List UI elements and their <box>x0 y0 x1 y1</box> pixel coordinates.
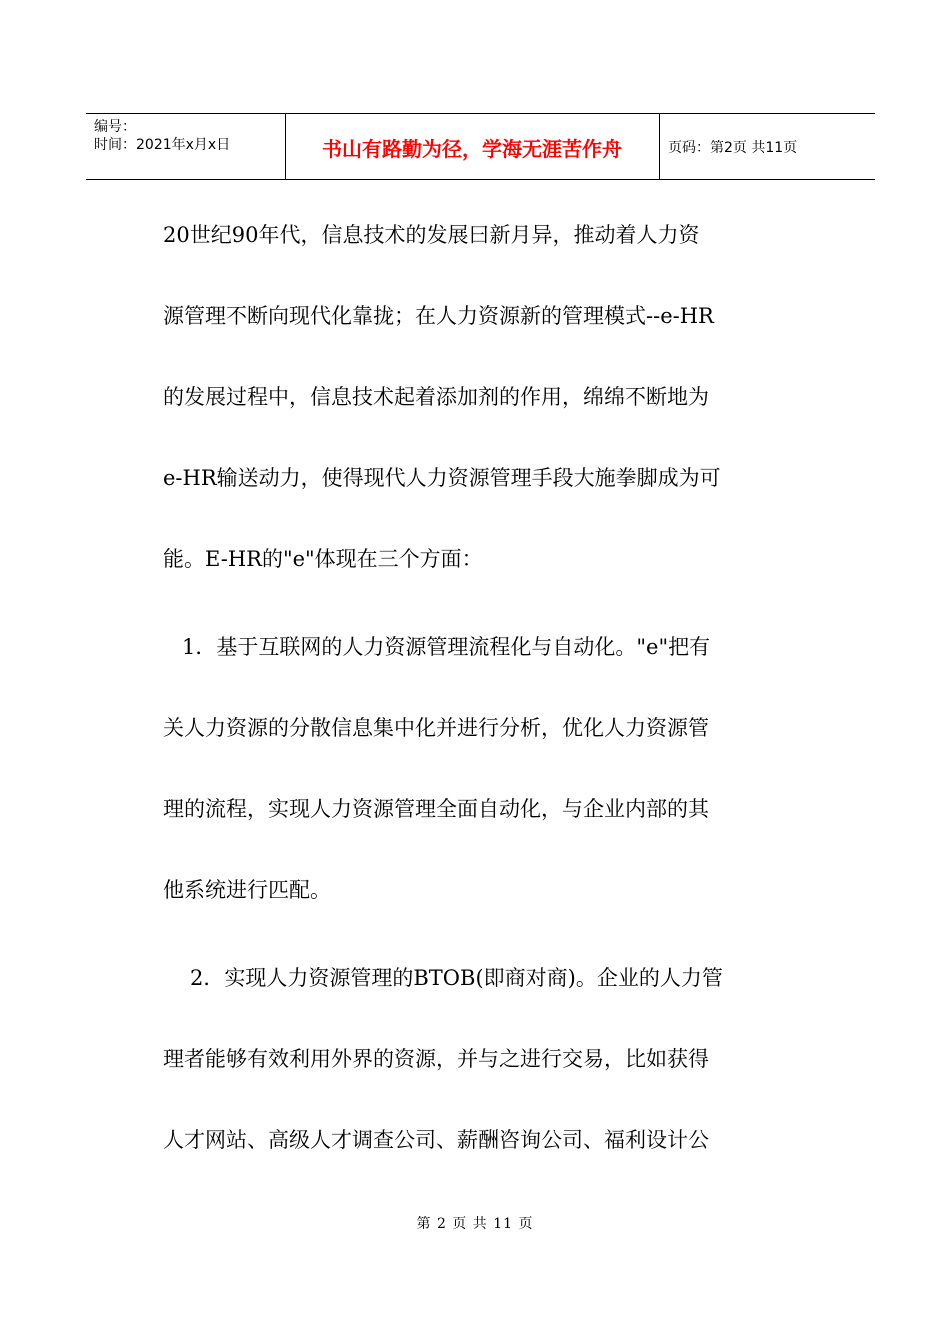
body-line: 20世纪90年代，信息技术的发展曰新月异，推动着人力资 <box>163 223 700 247</box>
body-line: 理者能够有效利用外界的资源，并与之进行交易，比如获得 <box>163 1047 709 1071</box>
page-footer: 第 2 页 共 11 页 <box>416 1216 534 1232</box>
header-divider-right <box>659 114 660 180</box>
body-line: 能。E-HR的"e"体现在三个方面： <box>163 547 483 571</box>
body-line: 人才网站、高级人才调查公司、薪酬咨询公司、福利设计公 <box>163 1128 709 1152</box>
body-line: 理的流程，实现人力资源管理全面自动化，与企业内部的其 <box>163 797 709 821</box>
page-header <box>86 113 875 180</box>
body-line: 关人力资源的分散信息集中化并进行分析，优化人力资源管 <box>163 716 709 740</box>
body-line: 1．基于互联网的人力资源管理流程化与自动化。"e"把有 <box>182 635 711 659</box>
body-line: e-HR输送动力，使得现代人力资源管理手段大施拳脚成为可 <box>163 466 721 490</box>
body-line: 源管理不断向现代化靠拢；在人力资源新的管理模式--e-HR <box>163 304 714 328</box>
document-time-label: 时间：2021年x月x日 <box>94 137 231 153</box>
body-line: 2．实现人力资源管理的BTOB(即商对商)。企业的人力管 <box>190 966 723 990</box>
document-body <box>163 222 795 1208</box>
body-line: 他系统进行匹配。 <box>163 878 331 902</box>
header-meta <box>94 118 230 154</box>
document-number-label: 编号： <box>94 119 136 135</box>
body-line: 的发展过程中，信息技术起着添加剂的作用，绵绵不断地为 <box>163 385 709 409</box>
header-motto: 书山有路勤为径，学海无涯苦作舟 <box>322 137 622 161</box>
header-page-info: 页码：第2页 共11页 <box>668 140 798 156</box>
